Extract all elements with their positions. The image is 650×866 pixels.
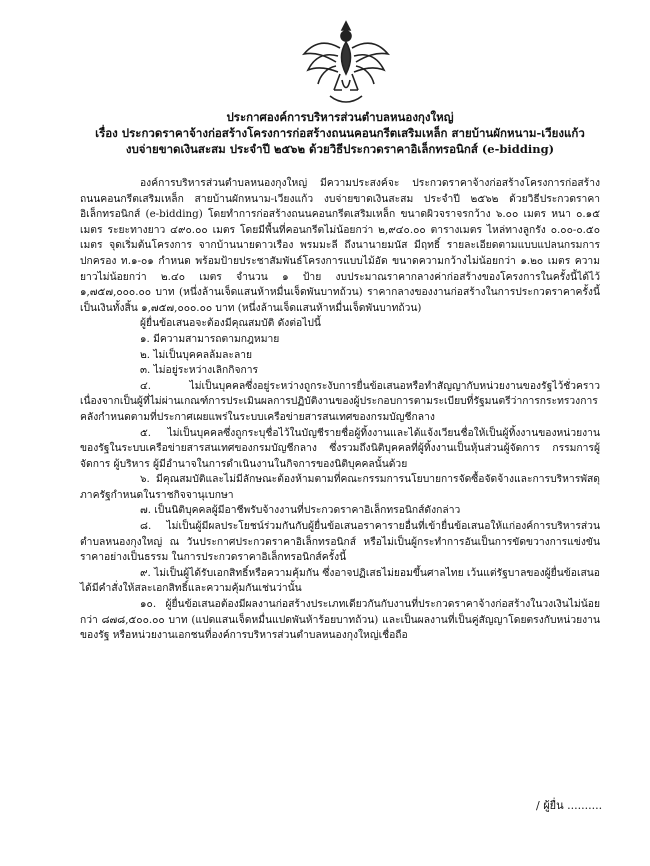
qualification-item: ๒. ไม่เป็นบุคคลล้มละลาย [140, 348, 253, 361]
intro-paragraph: องค์การบริหารส่วนตำบลหนองกุงใหญ่ มีความประสงค์จะ ประกวดราคาจ้างก่อสร้างโครงการก่อสร้างถนนคอนกรีตเสริมเหล็ก สายบ้านผักหนาม-เวียงแก้ว งบจ่ายขาดเงินสะสม ประจำปี ๒๕๖๒ ด้วยวิธีประกวดราคาอิเล็กทรอนิกส์ (e-bidding) โดยทำการก่อสร้างถนนคอนกรีตเสริมเหล็ก ขนาดผิวจราจรกว้าง ๖.๐๐ เมตร หนา ๐.๑๕ เมตร ระยะทางยาว ๔๙๐.๐๐ เมตร โดยมีพื้นที่คอนกรีตไม่น้อยกว่า ๒,๙๔๐.๐๐ ตารางเมตร ไหล่ทางลูกรัง ๐.๐๐-๐.๕๐ เมตร จุดเริ่มต้นโครงการ จากบ้านนายดาวเรือง พรมมะลี ถึงนานายมนัส มีฤทธิ์ รายละเอียดตามแบบแปลนกรมการปกครอง ท.๑-๐๑ กำหนด พร้อมป้ายประชาสัมพันธ์โครงการแบบไม้อัด ขนาดความกว้างไม่น้อยกว่า ๑.๒๐ เมตร ความยาวไม่น้อยกว่า ๒.๔๐ เมตร จำนวน ๑ ป้าย งบประมาณราคากลางค่าก่อสร้างของโครงการในครั้งนี้ได้ไว้ ๑,๗๕๗,๐๐๐.๐๐ บาท (หนึ่งล้านเจ็ดแสนห้าหมื่นเจ็ดพันบาทถ้วน) ราคากลางของงานก่อสร้างในการประกวดราคาครั้งนี้เป็นเงินทั้งสิ้น ๑,๗๕๗,๐๐๐.๐๐ บาท (หนึ่งล้านเจ็ดแสนห้าหมื่นเจ็ดพันบาทถ้วน) [80, 177, 600, 314]
document-body [80, 176, 600, 644]
qualification-item: ๗. เป็นนิติบุคคลผู้มีอาชีพรับจ้างงานที่ประกวดราคาอิเล็กทรอนิกส์ดังกล่าว [140, 504, 461, 517]
announcement-title: ประกาศองค์การบริหารส่วนตำบลหนองกุงใหญ่ [226, 110, 454, 124]
qualification-item: ๖. มีคุณสมบัติและไม่มีลักษณะต้องห้ามตามที่คณะกรรมการนโยบายการจัดซื้อจัดจ้างและการบริหารพัสดุภาครัฐกำหนดในราชกิจจานุเบกษา [80, 473, 600, 501]
qualification-item: ๓. ไม่อยู่ระหว่างเลิกกิจการ [140, 364, 259, 377]
qualification-item: ๙. ไม่เป็นผู้ได้รับเอกสิทธิ์หรือความคุ้มกัน ซึ่งอาจปฏิเสธไม่ยอมขึ้นศาลไทย เว้นแต่รัฐบาลของผู้ยื่นข้อเสนอได้มีคำสั่งให้สละเอกสิทธิ์และความคุ้มกันเช่นว่านั้น [80, 566, 600, 595]
qualification-item: ๕. ไม่เป็นบุคคลซึ่งถูกระบุชื่อไว้ในบัญชีรายชื่อผู้ทิ้งงานและได้แจ้งเวียนชื่อให้เป็นผู้ทิ้งงานของหน่วยงานของรัฐในระบบเครือข่ายสารสนเทศของกรมบัญชีกลาง ซึ่งรวมถึงนิติบุคคลที่ผู้ทิ้งงานเป็นหุ้นส่วนผู้จัดการ กรรมการผู้จัดการ ผู้บริหาร ผู้มีอำนาจในการดำเนินงานในกิจการของนิติบุคคลนั้นด้วย [80, 426, 600, 470]
continuation-marker: / ผู้ยื่น .......... [536, 799, 603, 812]
qualification-item: ๑๐. ผู้ยื่นข้อเสนอต้องมีผลงานก่อสร้างประเภทเดียวกันกับงานที่ประกวดราคาจ้างก่อสร้างในวงเงินไม่น้อยกว่า ๘๗๘,๕๐๐.๐๐ บาท (แปดแสนเจ็ดหมื่นแปดพันห้าร้อยบาทถ้วน) และเป็นผลงานที่เป็นคู่สัญญาโดยตรงกับหน่วยงานของรัฐ หรือหน่วยงานเอกชนที่องค์การบริหารส่วนตำบลหนองกุงใหญ่เชื่อถือ [80, 598, 600, 642]
announcement-subject: เรื่อง ประกวดราคาจ้างก่อสร้างโครงการก่อสร้างถนนคอนกรีตเสริมเหล็ก สายบ้านผักหนาม-เวียงแก้ว [95, 126, 585, 140]
announcement-subject-cont: งบจ่ายขาดเงินสะสม ประจำปี ๒๕๖๒ ด้วยวิธีประกวดราคาอิเล็กทรอนิกส์ (e-bidding) [125, 142, 555, 156]
qualification-item: ๔. ไม่เป็นบุคคลซึ่งอยู่ระหว่างถูกระงับการยื่นข้อเสนอหรือทำสัญญากับหน่วยงานของรัฐไว้ชั่วคราวเนื่องจากเป็นผู้ที่ไม่ผ่านเกณฑ์การประเมินผลการปฏิบัติงานของผู้ประกอบการตามระเบียบที่รัฐมนตรีว่าการกระทรวงการคลังกำหนดตามที่ประกาศเผยแพร่ในระบบเครือข่ายสารสนเทศของกรมบัญชีกลาง [80, 379, 600, 423]
qualification-item: ๘. ไม่เป็นผู้มีผลประโยชน์ร่วมกันกับผู้ยื่นข้อเสนอราคารายอื่นที่เข้ายื่นข้อเสนอให้แก่องค์การบริหารส่วนตำบลหนองกุงใหญ่ ณ วันประกาศประกวดราคาอิเล็กทรอนิกส์ หรือไม่เป็นผู้กระทำการอันเป็นการขัดขวางการแข่งขันราคาอย่างเป็นธรรม ในการประกวดราคาอิเล็กทรอนิกส์ครั้งนี้ [80, 520, 600, 564]
qualification-item: ๑. มีความสามารถตามกฎหมาย [140, 332, 280, 345]
garuda-emblem-icon [300, 18, 392, 108]
qualification-intro: ผู้ยื่นข้อเสนอจะต้องมีคุณสมบัติ ดังต่อไปนี้ [140, 317, 321, 330]
